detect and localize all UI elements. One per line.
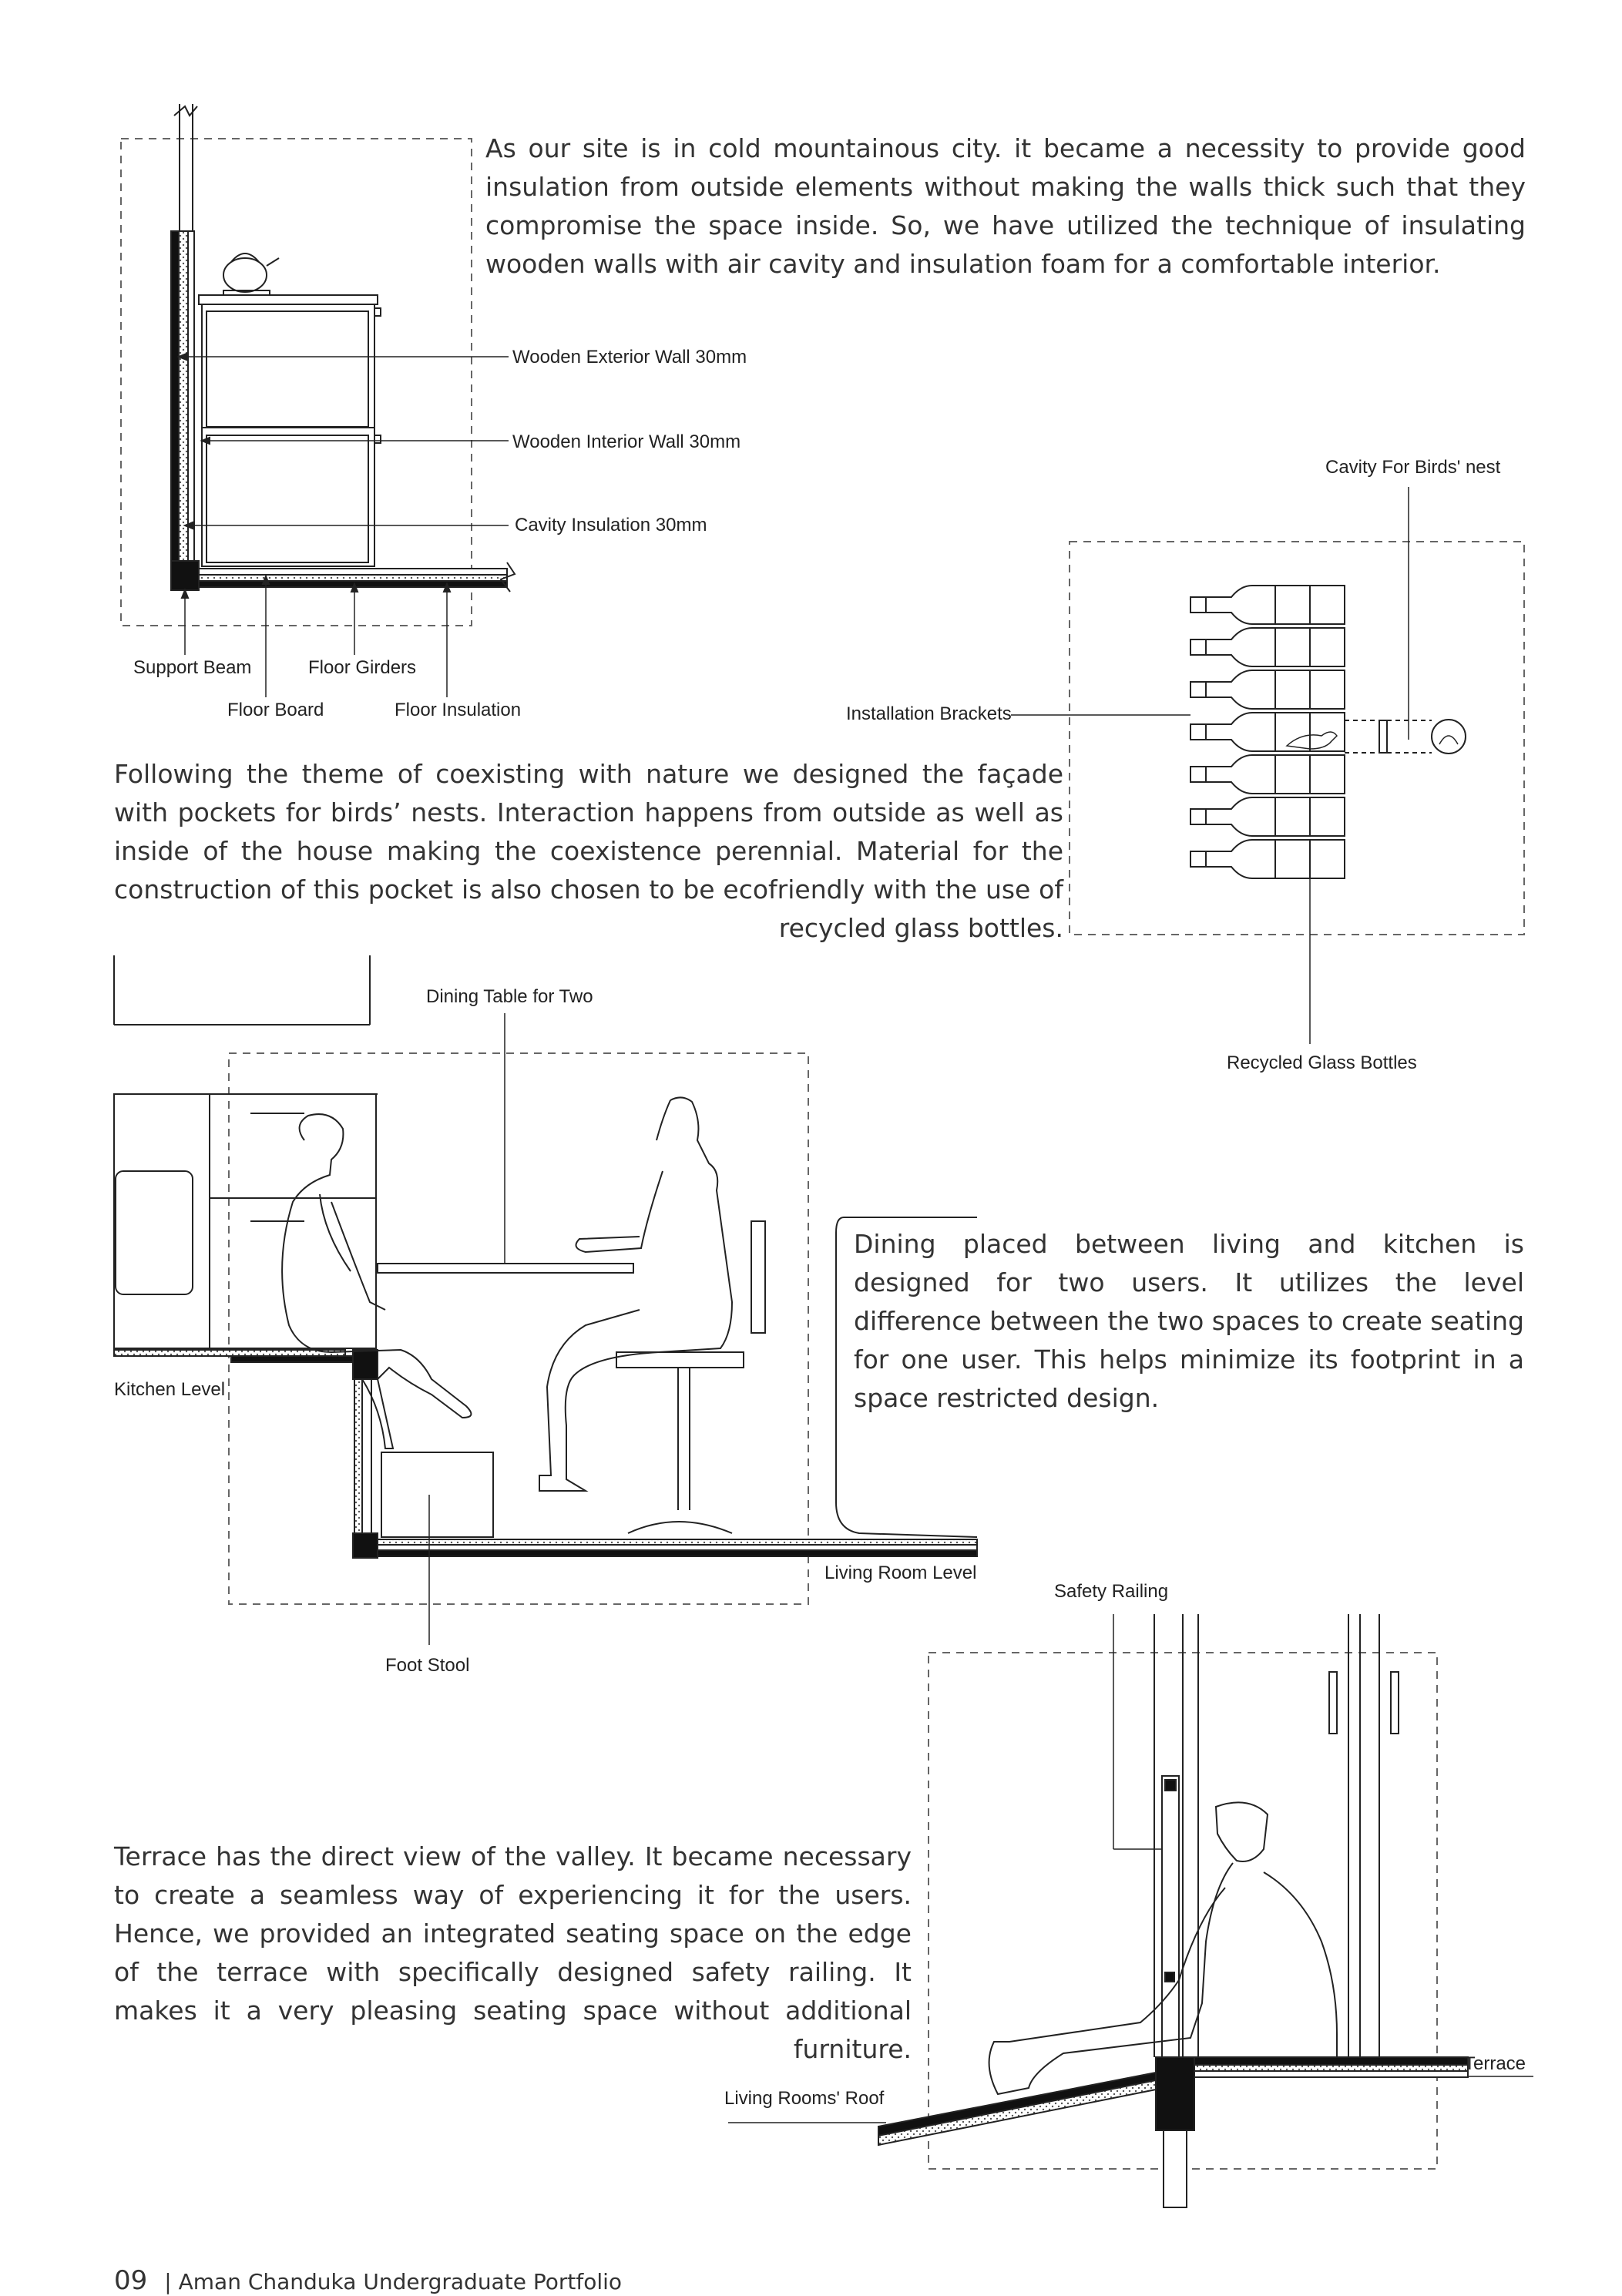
label-floor-insulation: Floor Insulation: [395, 700, 522, 720]
seated-person-figure: [989, 1802, 1337, 2094]
label-kitchen-level: Kitchen Level: [114, 1379, 226, 1400]
label-terrace: Terrace: [1464, 2053, 1526, 2074]
page-number: 09: [114, 2265, 148, 2296]
label-floor-board: Floor Board: [227, 700, 324, 720]
label-installation-brackets: Installation Brackets: [846, 703, 1012, 724]
label-living-room-level: Living Room Level: [824, 1563, 977, 1583]
label-cavity-insulation: Cavity Insulation 30mm: [515, 515, 707, 535]
page-footer: [114, 2265, 622, 2296]
insulation-paragraph: As our site is in cold mountainous city. it became a necessity to provide good insulation from outside elements without making the walls thick such that they compromise the space inside. So, we have utilized the technique of insulating wooden walls with air cavity and insulation foam for a comfortable interior.: [485, 133, 1526, 279]
dining-paragraph: Dining placed between living and kitchen is designed for two users. It utilizes the level difference between the two spaces to create seating for one user. This helps minimize its footprint in a space restricted design.: [854, 1229, 1524, 1413]
label-dining-table: Dining Table for Two: [426, 986, 593, 1007]
label-recycled-bottles: Recycled Glass Bottles: [1227, 1052, 1417, 1073]
label-support-beam: Support Beam: [133, 657, 252, 678]
man-figure: [539, 1097, 732, 1491]
terrace-paragraph: Terrace has the direct view of the valley. It became necessary to create a seamless way of experiencing it for the users. Hence, we provided an integrated seating space on the edge of the terrace with specifically designed safety railing. It makes it a very pleasing seating space without additional furniture.: [114, 1841, 912, 2064]
bird-nest-drawing: [1011, 487, 1524, 1044]
label-floor-girders: Floor Girders: [308, 657, 417, 678]
bottle-stack: [1190, 586, 1345, 878]
label-exterior-wall: Wooden Exterior Wall 30mm: [512, 347, 747, 368]
label-cavity-birds: Cavity For Birds' nest: [1325, 457, 1501, 478]
label-living-roof: Living Rooms' Roof: [724, 2088, 885, 2109]
wall-section-drawing: [121, 104, 515, 697]
footer-title: | Aman Chanduka Undergraduate Portfolio: [164, 2269, 623, 2294]
label-foot-stool: Foot Stool: [385, 1655, 470, 1676]
bird-nest-paragraph: Following the theme of coexisting with nature we designed the façade with pockets for birds’ nests. Interaction happens from outside as well as inside of the house making the coexistence perennial. Material for the construction of this pocket is also chosen to be ecofriendly with the use of recycled glass bottles.: [114, 759, 1063, 943]
label-safety-railing: Safety Railing: [1054, 1581, 1169, 1602]
label-interior-wall: Wooden Interior Wall 30mm: [512, 431, 741, 452]
dining-section-drawing: [114, 955, 977, 1645]
